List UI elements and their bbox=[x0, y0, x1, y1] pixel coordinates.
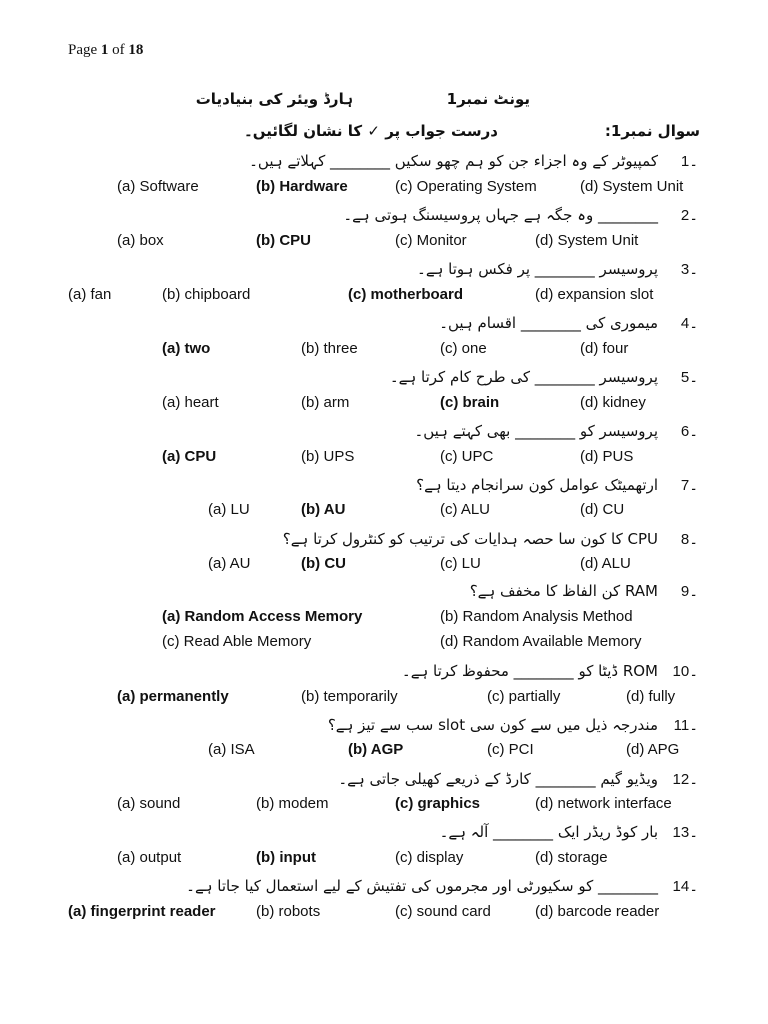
answer-option: (b) input bbox=[256, 849, 316, 866]
question-text: RAM کن الفاظ کا مخفف ہے؟ bbox=[469, 582, 658, 600]
answer-option: (d) barcode reader bbox=[535, 903, 660, 920]
question-number: 9۔ bbox=[680, 583, 698, 600]
question-number: 10۔ bbox=[672, 663, 698, 680]
answer-option: (b) temporarily bbox=[301, 688, 398, 705]
answer-option: (a) output bbox=[117, 849, 182, 866]
answer-option: (d) fully bbox=[626, 688, 676, 705]
answer-option: (a) ISA bbox=[208, 741, 255, 758]
question-text: پروسیسر ________ پر فکس ہوتا ہے۔ bbox=[417, 260, 658, 278]
answer-option: (d) network interface bbox=[535, 795, 672, 812]
question-text: ویڈیو گیم ________ کارڈ کے ذریعے کھیلی جاتی ہے۔ bbox=[338, 770, 658, 788]
question-text: ارتھمیٹک عوامل کون سرانجام دیتا ہے؟ bbox=[416, 476, 658, 494]
answer-option: (a) fingerprint reader bbox=[68, 903, 216, 920]
answer-option: (c) display bbox=[395, 849, 464, 866]
answer-option: (c) sound card bbox=[395, 903, 491, 920]
check-mark-icon: ✓ bbox=[367, 122, 380, 140]
answer-option: (d) System Unit bbox=[580, 178, 684, 195]
answer-option: (d) PUS bbox=[580, 448, 634, 465]
answer-option: (d) kidney bbox=[580, 394, 646, 411]
instruction: درست جواب پر ✓ کا نشان لگائیں۔ bbox=[243, 122, 498, 140]
answer-option: (a) fan bbox=[68, 286, 112, 303]
question-number: 4۔ bbox=[680, 315, 698, 332]
question-number: 11۔ bbox=[673, 717, 698, 734]
answer-option: (d) System Unit bbox=[535, 232, 639, 249]
answer-option: (c) PCI bbox=[487, 741, 534, 758]
answer-option: (d) expansion slot bbox=[535, 286, 654, 303]
answer-option: (c) graphics bbox=[395, 795, 481, 812]
answer-option: (b) Random Analysis Method bbox=[440, 608, 633, 625]
question-number: 3۔ bbox=[680, 261, 698, 278]
answer-option: (c) LU bbox=[440, 555, 481, 572]
question-text: ROM ڈیٹا کو ________ محفوظ کرتا ہے۔ bbox=[401, 662, 658, 680]
unit-title: یونٹ نمبر1 bbox=[446, 90, 530, 108]
answer-option: (b) Hardware bbox=[256, 178, 348, 195]
answer-option: (d) CU bbox=[580, 501, 625, 518]
answer-option: (c) UPC bbox=[440, 448, 494, 465]
answer-option: (d) ALU bbox=[580, 555, 631, 572]
answer-option: (a) Software bbox=[117, 178, 199, 195]
answer-option: (c) Monitor bbox=[395, 232, 467, 249]
answer-option: (a) CPU bbox=[162, 448, 217, 465]
answer-option: (a) AU bbox=[208, 555, 251, 572]
answer-option: (c) one bbox=[440, 340, 487, 357]
answer-option: (d) four bbox=[580, 340, 629, 357]
answer-option: (d) storage bbox=[535, 849, 608, 866]
section-label: سوال نمبر1: bbox=[604, 122, 700, 140]
question-number: 12۔ bbox=[672, 771, 698, 788]
question-text: پروسیسر ________ کی طرح کام کرتا ہے۔ bbox=[389, 368, 658, 386]
question-number: 5۔ bbox=[680, 369, 698, 386]
answer-option: (a) two bbox=[162, 340, 211, 357]
topic-title: ہارڈ ویئر کی بنیادیات bbox=[195, 90, 353, 108]
question-text: مندرجہ ذیل میں سے کون سی slot سب سے تیز ہے؟ bbox=[327, 716, 658, 734]
answer-option: (a) permanently bbox=[117, 688, 229, 705]
answer-option: (c) brain bbox=[440, 394, 500, 411]
question-text: بار کوڈ ریڈر ایک ________ آلہ ہے۔ bbox=[439, 823, 658, 841]
answer-option: (b) AGP bbox=[348, 741, 404, 758]
answer-option: (a) box bbox=[117, 232, 164, 249]
question-number: 7۔ bbox=[680, 477, 698, 494]
question-number: 14۔ bbox=[672, 878, 698, 895]
answer-option: (b) CU bbox=[301, 555, 346, 572]
answer-option: (a) Random Access Memory bbox=[162, 608, 363, 625]
answer-option: (a) sound bbox=[117, 795, 181, 812]
answer-option: (d) APG bbox=[626, 741, 680, 758]
question-text: میموری کی ________ اقسام ہیں۔ bbox=[439, 314, 658, 332]
answer-option: (b) UPS bbox=[301, 448, 355, 465]
question-text: کمپیوٹر کے وہ اجزاء جن کو ہم چھو سکیں ________ کہلاتے ہیں۔ bbox=[249, 152, 658, 170]
question-number: 8۔ bbox=[680, 531, 698, 548]
question-text: CPU کا کون سا حصہ ہدایات کی ترتیب کو کنٹرول کرتا ہے؟ bbox=[282, 530, 658, 548]
answer-option: (b) robots bbox=[256, 903, 321, 920]
answer-option: (a) LU bbox=[208, 501, 250, 518]
answer-option: (c) partially bbox=[487, 688, 561, 705]
question-number: 6۔ bbox=[680, 423, 698, 440]
answer-option: (b) modem bbox=[256, 795, 329, 812]
answer-option: (c) Read Able Memory bbox=[162, 633, 312, 650]
answer-option: (d) Random Available Memory bbox=[440, 633, 642, 650]
question-number: 13۔ bbox=[672, 824, 698, 841]
answer-option: (a) heart bbox=[162, 394, 219, 411]
question-number: 2۔ bbox=[680, 207, 698, 224]
answer-option: (b) arm bbox=[301, 394, 350, 411]
answer-option: (b) AU bbox=[301, 501, 346, 518]
answer-option: (b) three bbox=[301, 340, 358, 357]
answer-option: (c) Operating System bbox=[395, 178, 537, 195]
question-text: ________ کو سکیورٹی اور مجرموں کی تفتیش کے لیے استعمال کیا جاتا ہے۔ bbox=[186, 877, 658, 895]
answer-option: (b) chipboard bbox=[162, 286, 251, 303]
question-text: پروسیسر کو ________ بھی کہتے ہیں۔ bbox=[414, 422, 658, 440]
page-number: Page 1 of 18 bbox=[68, 42, 144, 58]
question-text: ________ وہ جگہ ہے جہاں پروسیسنگ ہوتی ہے۔ bbox=[343, 206, 658, 224]
question-number: 1۔ bbox=[680, 153, 698, 170]
answer-option: (b) CPU bbox=[256, 232, 311, 249]
answer-option: (c) ALU bbox=[440, 501, 491, 518]
answer-option: (c) motherboard bbox=[348, 286, 464, 303]
